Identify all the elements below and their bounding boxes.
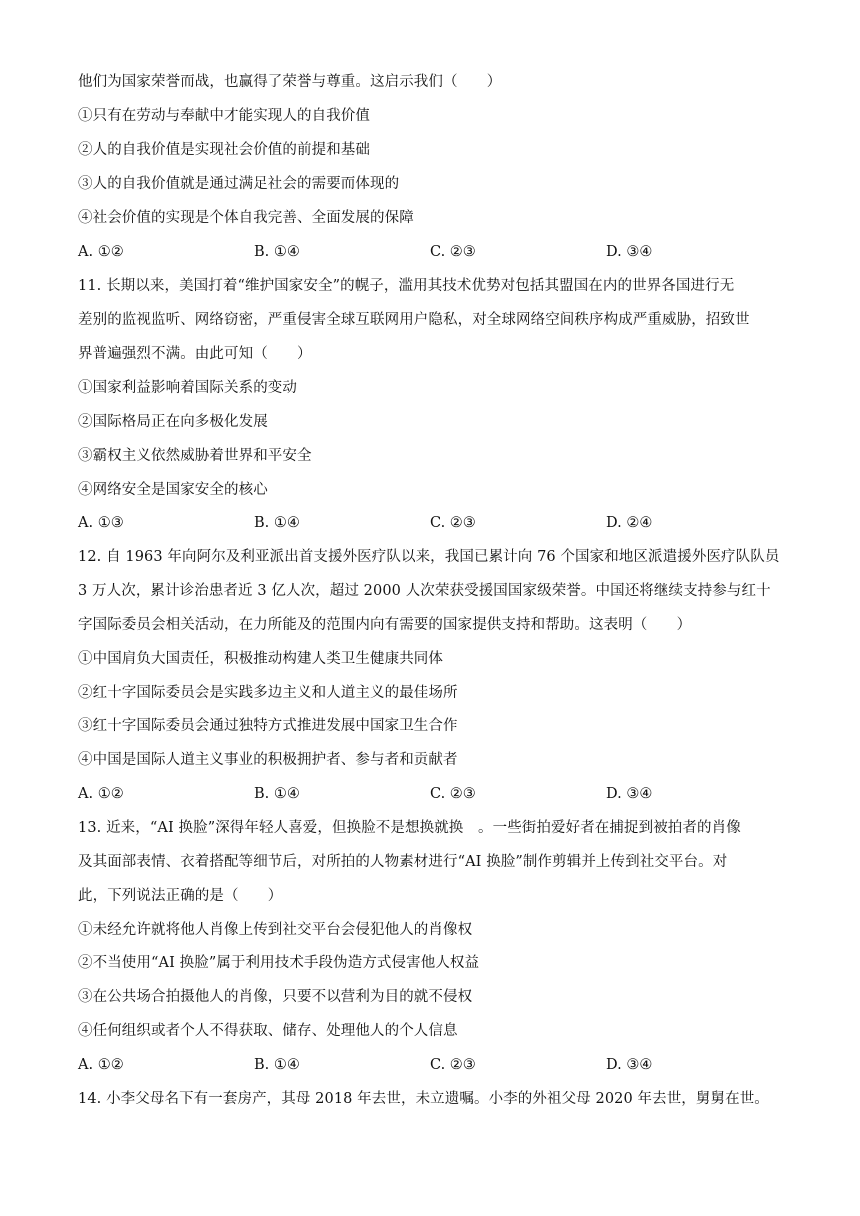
question-10-option-a[interactable]: A. ①② xyxy=(78,244,124,260)
question-12-option-b[interactable]: B. ①④ xyxy=(254,786,300,802)
question-11-statement-3: ③霸权主义依然威胁着世界和平安全 xyxy=(78,448,312,464)
question-11-options xyxy=(78,513,778,533)
question-13-statement-3: ③在公共场合拍摄他人的肖像，只要不以营利为目的就不侵权 xyxy=(78,989,473,1005)
question-13-statement-1: ①未经允许就将他人肖像上传到社交平台会侵犯他人的肖像权 xyxy=(78,922,473,938)
question-12-option-c[interactable]: C. ②③ xyxy=(430,786,476,802)
question-12-stem-line-2: 3 万人次，累计诊治患者近 3 亿人次，超过 2000 人次荣获受援国国家级荣誉。中国还将继续支持参与红十 xyxy=(78,583,771,599)
question-10-option-c[interactable]: C. ②③ xyxy=(430,244,476,260)
question-11-option-a[interactable]: A. ①③ xyxy=(78,515,124,531)
question-11-statement-2: ②国际格局正在向多极化发展 xyxy=(78,414,268,430)
question-13-option-b[interactable]: B. ①④ xyxy=(254,1057,300,1073)
question-11-statement-1: ①国家利益影响着国际关系的变动 xyxy=(78,380,297,396)
question-12-stem-line-3: 字国际委员会相关活动，在力所能及的范围内向有需要的国家提供支持和帮助。这表明（ ） xyxy=(78,617,692,633)
question-12-statement-4: ④中国是国际人道主义事业的积极拥护者、参与者和贡献者 xyxy=(78,752,458,768)
question-14-stem-line-1: 14. 小李父母名下有一套房产，其母 2018 年去世，未立遗嘱。小李的外祖父母 2020 年去世，舅舅在世。 xyxy=(78,1091,769,1107)
question-11-option-b[interactable]: B. ①④ xyxy=(254,515,300,531)
question-12-statement-1: ①中国肩负大国责任，积极推动构建人类卫生健康共同体 xyxy=(78,651,443,667)
question-13-statement-4: ④任何组织或者个人不得获取、储存、处理他人的个人信息 xyxy=(78,1023,458,1039)
question-11-stem-line-3: 界普遍强烈不满。由此可知（ ） xyxy=(78,346,312,362)
question-11-stem-line-1: 11. 长期以来，美国打着“维护国家安全”的幌子，滥用其技术优势对包括其盟国在内的世界各国进行无 xyxy=(78,278,735,294)
question-13-option-a[interactable]: A. ①② xyxy=(78,1057,124,1073)
question-10-statement-3: ③人的自我价值就是通过满足社会的需要而体现的 xyxy=(78,176,400,192)
question-12-statement-2: ②红十字国际委员会是实践多边主义和人道主义的最佳场所 xyxy=(78,685,458,701)
question-12-option-d[interactable]: D. ③④ xyxy=(606,786,653,802)
question-12-option-a[interactable]: A. ①② xyxy=(78,786,124,802)
question-13-statement-2: ②不当使用“AI 换脸”属于利用技术手段伪造方式侵害他人权益 xyxy=(78,955,480,971)
question-13-stem-line-2: 及其面部表情、衣着搭配等细节后，对所拍的人物素材进行“AI 换脸”制作剪辑并上传到社交平台。对 xyxy=(78,854,728,870)
question-10-stem-tail: 他们为国家荣誉而战，也赢得了荣誉与尊重。这启示我们（ ） xyxy=(78,74,502,90)
question-10-statement-2: ②人的自我价值是实现社会价值的前提和基础 xyxy=(78,142,370,158)
question-10-options xyxy=(78,242,778,262)
question-12-options xyxy=(78,784,778,804)
question-12-statement-3: ③红十字国际委员会通过独特方式推进发展中国家卫生合作 xyxy=(78,718,458,734)
question-11-statement-4: ④网络安全是国家安全的核心 xyxy=(78,482,268,498)
question-12-stem-line-1: 12. 自 1963 年向阿尔及利亚派出首支援外医疗队以来，我国已累计向 76 个国家和地区派遣援外医疗队队员 xyxy=(78,549,780,565)
question-13-stem-line-1: 13. 近来，“AI 换脸”深得年轻人喜爱，但换脸不是想换就换 。一些街拍爱好者在捕捉到被拍者的肖像 xyxy=(78,820,741,836)
question-10-statement-4: ④社会价值的实现是个体自我完善、全面发展的保障 xyxy=(78,210,414,226)
question-10-option-d[interactable]: D. ③④ xyxy=(606,244,653,260)
question-13-stem-line-3: 此，下列说法正确的是（ ） xyxy=(78,888,283,904)
question-13-option-d[interactable]: D. ③④ xyxy=(606,1057,653,1073)
question-13-option-c[interactable]: C. ②③ xyxy=(430,1057,476,1073)
question-11-option-c[interactable]: C. ②③ xyxy=(430,515,476,531)
question-11-option-d[interactable]: D. ②④ xyxy=(606,515,653,531)
question-11-stem-line-2: 差别的监视监听、网络窃密，严重侵害全球互联网用户隐私，对全球网络空间秩序构成严重威胁，招致世 xyxy=(78,312,750,328)
question-10-statement-1: ①只有在劳动与奉献中才能实现人的自我价值 xyxy=(78,108,370,124)
question-10-option-b[interactable]: B. ①④ xyxy=(254,244,300,260)
question-13-options xyxy=(78,1055,778,1075)
